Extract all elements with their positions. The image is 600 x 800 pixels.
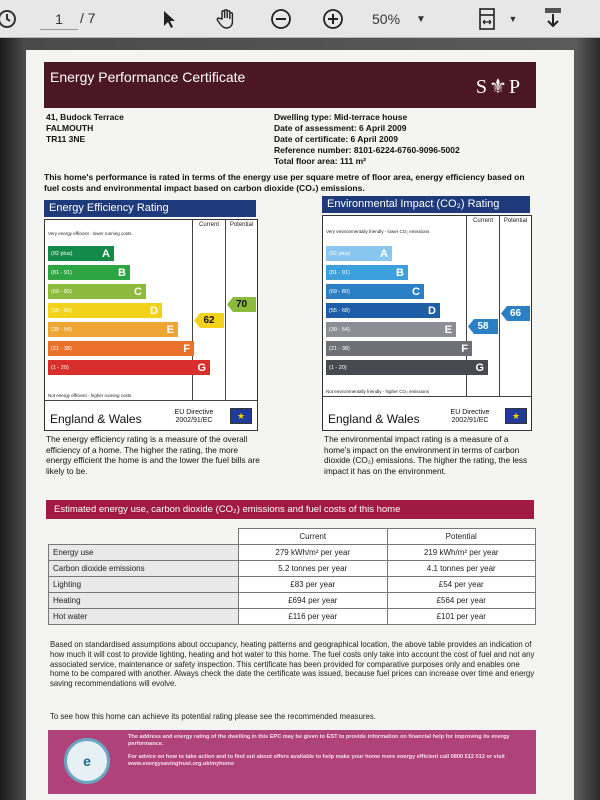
est-footer-banner bbox=[48, 730, 536, 794]
efficiency-bottom-note: Not energy efficient - higher running costs bbox=[48, 393, 132, 398]
environmental-bottom-note: Not environmentally friendly - higher CO₂ emissions bbox=[326, 389, 430, 394]
table-cell-potential: £101 per year bbox=[387, 609, 536, 625]
band-letter: C bbox=[412, 285, 420, 298]
efficiency-col-current: Current bbox=[198, 222, 219, 228]
download-icon[interactable] bbox=[540, 6, 566, 32]
environmental-current-value: 58 bbox=[477, 321, 489, 332]
rating-band-f bbox=[48, 341, 194, 356]
rating-band-b bbox=[48, 265, 130, 280]
est-footer-text2: For advice on how to take action and to find out about offers available to help make your home more energy efficient call 0800 512 012 or visit www.energysavingtrust.org.uk/myhome bbox=[128, 754, 505, 767]
efficiency-current-value: 62 bbox=[203, 315, 215, 326]
band-letter: D bbox=[428, 304, 436, 317]
sap-logo: S⚜P bbox=[475, 75, 523, 98]
environmental-col-potential: Potential bbox=[503, 218, 528, 224]
environmental-current-marker bbox=[468, 319, 498, 334]
property-address bbox=[46, 112, 124, 145]
address-line2: FALMOUTH bbox=[46, 123, 94, 133]
efficiency-col-divider bbox=[225, 220, 226, 400]
efficiency-potential-value: 70 bbox=[235, 299, 248, 310]
total-floor-area: Total floor area: 111 m² bbox=[274, 156, 366, 166]
table-header-potential: Potential bbox=[387, 529, 536, 545]
intro-text: This home's performance is rated in terms of the energy use per square metre of floor area, energy efficiency based on fuel costs and environmental impact based on carbon dioxide (CO₂) emissions. bbox=[44, 172, 525, 193]
table-cell-label: Hot water bbox=[49, 609, 239, 625]
table-cell-current: £116 per year bbox=[239, 609, 388, 625]
band-range: (81 - 91) bbox=[329, 269, 350, 276]
band-letter: A bbox=[102, 247, 110, 260]
eu-flag-icon: ★ bbox=[505, 408, 527, 424]
band-range: (21 - 38) bbox=[329, 345, 350, 352]
efficiency-country: England & Wales bbox=[50, 412, 142, 426]
est-footer-text bbox=[128, 734, 528, 768]
efficiency-directive: EU Directive 2002/91/EC bbox=[174, 409, 214, 424]
pointer-icon[interactable] bbox=[156, 6, 182, 32]
environmental-country: England & Wales bbox=[328, 412, 420, 426]
band-letter: A bbox=[380, 247, 388, 260]
environmental-col-divider bbox=[499, 216, 500, 396]
efficiency-current-marker bbox=[194, 313, 224, 328]
table-row bbox=[49, 609, 536, 625]
zoom-out-icon[interactable] bbox=[268, 6, 294, 32]
band-letter: D bbox=[150, 304, 158, 317]
band-letter: F bbox=[461, 342, 468, 355]
rating-band-c bbox=[326, 284, 424, 299]
table-cell-potential: 219 kWh/m² per year bbox=[387, 545, 536, 561]
band-range: (39 - 54) bbox=[51, 326, 72, 333]
zoom-value: 50% bbox=[372, 11, 401, 27]
environmental-potential-marker bbox=[501, 306, 530, 321]
table-header-blank bbox=[49, 529, 239, 545]
efficiency-col-potential: Potential bbox=[229, 222, 254, 228]
fit-dropdown-icon[interactable]: ▼ bbox=[508, 14, 518, 24]
environmental-description: The environmental impact rating is a measure of a home's impact on the environment in terms of carbon dioxide (CO₂) emissions. The higher the rating, the less impact it has on the environment. bbox=[324, 434, 528, 476]
est-footer-text1: The address and energy rating of the dwelling in this EPC may be given to EST to provide information on financial help for improving its energy performance. bbox=[128, 734, 510, 747]
band-letter: E bbox=[166, 323, 174, 336]
table-cell-label: Carbon dioxide emissions bbox=[49, 561, 239, 577]
band-range: (21 - 38) bbox=[51, 345, 72, 352]
energy-saving-trust-logo: e bbox=[64, 738, 110, 784]
table-cell-potential: £564 per year bbox=[387, 593, 536, 609]
fit-page-icon[interactable] bbox=[474, 6, 500, 32]
eu-flag-icon: ★ bbox=[230, 408, 252, 424]
rating-band-g bbox=[326, 360, 488, 375]
band-letter: B bbox=[118, 266, 126, 279]
efficiency-description: The energy efficiency rating is a measure of the overall efficiency of a home. The higher the rating, the more energy efficient the home is and the lower the fuel bills are likely to be. bbox=[46, 434, 260, 476]
rating-band-e bbox=[48, 322, 178, 337]
band-letter: F bbox=[183, 342, 190, 355]
band-letter: B bbox=[396, 266, 404, 279]
table-header-current: Current bbox=[239, 529, 388, 545]
band-letter: E bbox=[444, 323, 452, 336]
table-row bbox=[49, 577, 536, 593]
environmental-footer-divider bbox=[323, 396, 531, 397]
zoom-select[interactable] bbox=[372, 8, 446, 30]
environmental-directive: EU Directive 2002/91/EC bbox=[450, 409, 490, 424]
page-total-label: / 7 bbox=[80, 10, 96, 26]
efficiency-footer-divider bbox=[45, 400, 257, 401]
estimates-table bbox=[48, 528, 536, 625]
certificate-header bbox=[44, 62, 536, 108]
rating-band-b bbox=[326, 265, 408, 280]
estimates-title: Estimated energy use, carbon dioxide (CO₂) emissions and fuel costs of this home bbox=[46, 500, 534, 519]
band-range: (81 - 91) bbox=[51, 269, 72, 276]
table-cell-current: £83 per year bbox=[239, 577, 388, 593]
rating-band-f bbox=[326, 341, 472, 356]
address-line3: TR11 3NE bbox=[46, 134, 86, 144]
rating-band-c bbox=[48, 284, 146, 299]
rating-band-a bbox=[48, 246, 114, 261]
table-cell-potential: £54 per year bbox=[387, 577, 536, 593]
reference-number: Reference number: 8101-6224-6760-9096-5002 bbox=[274, 145, 460, 155]
band-letter: G bbox=[475, 361, 484, 374]
rating-band-e bbox=[326, 322, 456, 337]
table-cell-current: 279 kWh/m² per year bbox=[239, 545, 388, 561]
zoom-in-icon[interactable] bbox=[320, 6, 346, 32]
hand-icon[interactable] bbox=[213, 6, 239, 32]
band-range: (69 - 80) bbox=[329, 288, 350, 295]
estimates-notes: Based on standardised assumptions about occupancy, heating patterns and geographical location, the above table provides an indication of how much it will cost to provide lighting, heating and hot water to this home. The fuel costs only take into account the cost of fuel and not any associated service, maintenance or safety inspection. This certificate has been provided for comparative purposes only and enables one home to be compared with another. Always check the date the certificate was issued, because fuel prices can increase over time and energy saving recommendations will evolve. bbox=[50, 640, 535, 689]
dwelling-type: Dwelling type: Mid-terrace house bbox=[274, 112, 408, 122]
environmental-potential-value: 66 bbox=[509, 308, 522, 319]
band-range: (55 - 68) bbox=[51, 307, 72, 314]
pdf-toolbar bbox=[0, 0, 600, 38]
table-cell-label: Heating bbox=[49, 593, 239, 609]
table-cell-label: Lighting bbox=[49, 577, 239, 593]
band-letter: G bbox=[197, 361, 206, 374]
history-icon[interactable] bbox=[0, 6, 20, 32]
table-row bbox=[49, 545, 536, 561]
table-cell-label: Energy use bbox=[49, 545, 239, 561]
rating-band-d bbox=[48, 303, 162, 318]
rating-band-a bbox=[326, 246, 392, 261]
environmental-top-note: Very environmentally friendly - lower CO₂ emissions bbox=[326, 229, 430, 234]
date-of-assessment: Date of assessment: 6 April 2009 bbox=[274, 123, 407, 133]
table-header-row bbox=[49, 529, 536, 545]
table-cell-current: 5.2 tonnes per year bbox=[239, 561, 388, 577]
efficiency-panel-title: Energy Efficiency Rating bbox=[44, 200, 256, 217]
efficiency-top-note: Very energy efficient - lower running costs bbox=[48, 231, 132, 236]
chevron-down-icon: ▼ bbox=[416, 13, 426, 25]
environmental-panel-title: Environmental Impact (CO₂) Rating bbox=[322, 196, 530, 213]
environmental-col-current: Current bbox=[472, 218, 493, 224]
band-letter: C bbox=[134, 285, 142, 298]
rating-band-d bbox=[326, 303, 440, 318]
table-row bbox=[49, 593, 536, 609]
band-range: (69 - 80) bbox=[51, 288, 72, 295]
date-of-certificate: Date of certificate: 6 April 2009 bbox=[274, 134, 398, 144]
band-range: (1 - 20) bbox=[329, 364, 347, 371]
table-row bbox=[49, 561, 536, 577]
rating-band-g bbox=[48, 360, 210, 375]
property-details bbox=[274, 112, 460, 167]
band-range: (1 - 20) bbox=[51, 364, 69, 371]
band-range: (92 plus) bbox=[329, 250, 351, 257]
table-cell-current: £694 per year bbox=[239, 593, 388, 609]
band-range: (39 - 54) bbox=[329, 326, 350, 333]
efficiency-potential-marker bbox=[227, 297, 256, 312]
page-number-input[interactable]: 1 bbox=[40, 8, 78, 30]
certificate-title: Energy Performance Certificate bbox=[50, 69, 246, 85]
address-line1: 41, Budock Terrace bbox=[46, 112, 124, 122]
recommended-measures-link[interactable]: To see how this home can achieve its potential rating please see the recommended measures. bbox=[50, 712, 376, 721]
band-range: (55 - 68) bbox=[329, 307, 350, 314]
band-range: (92 plus) bbox=[51, 250, 73, 257]
table-cell-potential: 4.1 tonnes per year bbox=[387, 561, 536, 577]
